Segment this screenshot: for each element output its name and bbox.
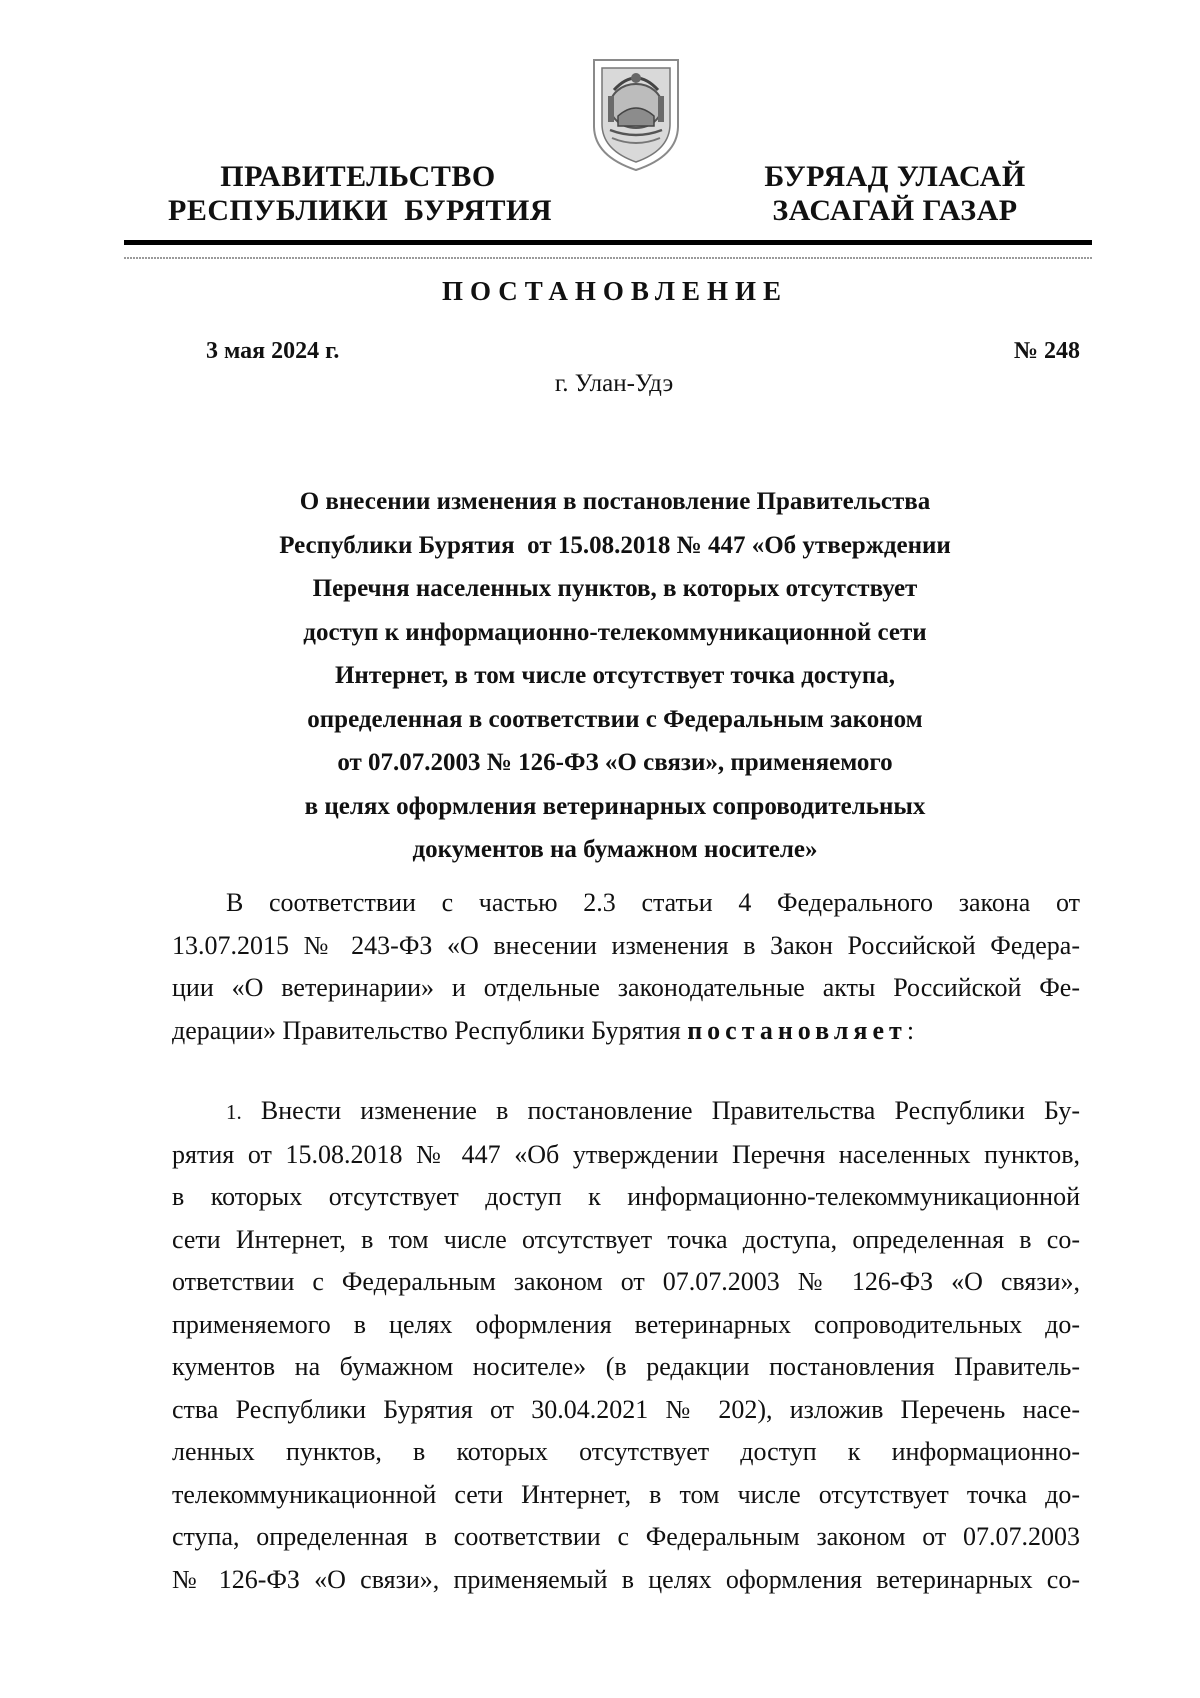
paragraph-line: № 126-ФЗ «О связи», применяемый в целях оформления ветеринарных со- <box>172 1564 1080 1594</box>
paragraph-line <box>172 1090 1080 1134</box>
item-number: 1. <box>226 1100 242 1124</box>
item-text: Внести изменение в постановление Правительства Республики Бу- <box>241 1096 1080 1125</box>
paragraph-line: применяемого в целях оформления ветеринарных сопроводительных до- <box>172 1309 1080 1339</box>
title-line: доступ к информационно-телекоммуникационной сети <box>303 618 927 646</box>
government-name-buryat-line2: ЗАСАГАЙ ГАЗАР <box>772 194 1018 227</box>
title-line: в целях оформления ветеринарных сопроводительных <box>304 792 926 820</box>
preamble-colon: : <box>906 1015 915 1045</box>
document-title <box>200 480 1030 872</box>
title-line: документов на бумажном носителе» <box>412 836 818 863</box>
paragraph-line: в которых отсутствует доступ к информационно-телекоммуникационной <box>172 1182 1080 1211</box>
title-line: Интернет, в том числе отсутствует точка доступа, <box>334 662 896 689</box>
government-name-buryat-line1: БУРЯАД УЛАСАЙ <box>764 160 1026 193</box>
government-name-russian-line2: РЕСПУБЛИКИ БУРЯТИЯ <box>168 194 553 227</box>
preamble-paragraph <box>172 882 1080 1052</box>
item-1-paragraph <box>172 1090 1080 1601</box>
document-date: 3 мая 2024 г. <box>206 338 340 364</box>
coat-of-arms-emblem-icon <box>588 56 684 174</box>
paragraph-line: 13.07.2015 № 243-ФЗ «О внесении изменения в Закон Российской Федера- <box>172 930 1080 960</box>
paragraph-line: ответствии с Федеральным законом от 07.07.2003 № 126-ФЗ «О связи», <box>172 1267 1080 1296</box>
government-name-buryat <box>750 160 1040 228</box>
preamble-text: дерации» Правительство Республики Бурятия <box>172 1015 688 1045</box>
document-type: ПОСТАНОВЛЕНИЕ <box>441 276 789 306</box>
decree-keyword: постановляет <box>687 1015 907 1045</box>
header-divider-thin <box>124 257 1092 259</box>
header-divider-thick <box>124 240 1092 245</box>
document-number: № 248 <box>1013 338 1080 364</box>
document-city: г. Улан-Удэ <box>554 370 674 397</box>
paragraph-line: ленных пунктов, в которых отсутствует доступ к информационно- <box>172 1437 1080 1466</box>
government-name-russian-line1: ПРАВИТЕЛЬСТВО <box>220 160 496 193</box>
paragraph-line: рятия от 15.08.2018 № 447 «Об утверждении Перечня населенных пунктов, <box>172 1139 1080 1169</box>
title-line: О внесении изменения в постановление Правительства <box>299 488 931 515</box>
paragraph-line: В соответствии с частью 2.3 статьи 4 Федерального закона от <box>226 888 1080 917</box>
paragraph-line: кументов на бумажном носителе» (в редакции постановления Правитель- <box>172 1352 1080 1381</box>
paragraph-line: ции «О ветеринарии» и отдельные законодательные акты Российской Фе- <box>172 973 1080 1002</box>
title-line: определенная в соответствии с Федеральным законом <box>307 705 923 733</box>
title-line: от 07.07.2003 № 126-ФЗ «О связи», применяемого <box>337 749 893 776</box>
paragraph-line: ства Республики Бурятия от 30.04.2021 № 202), изложив Перечень насе- <box>172 1394 1080 1424</box>
title-line: Перечня населенных пунктов, в которых отсутствует <box>312 575 918 602</box>
paragraph-line <box>172 1010 1080 1053</box>
title-line: Республики Бурятия от 15.08.2018 № 447 «Об утверждении <box>279 531 951 559</box>
paragraph-line: телекоммуникационной сети Интернет, в том числе отсутствует точка до- <box>172 1479 1080 1509</box>
paragraph-line: ступа, определенная в соответствии с Федеральным законом от 07.07.2003 <box>172 1522 1080 1551</box>
paragraph-line: сети Интернет, в том числе отсутствует точка доступа, определенная в со- <box>172 1224 1080 1254</box>
government-name-russian <box>168 160 553 228</box>
